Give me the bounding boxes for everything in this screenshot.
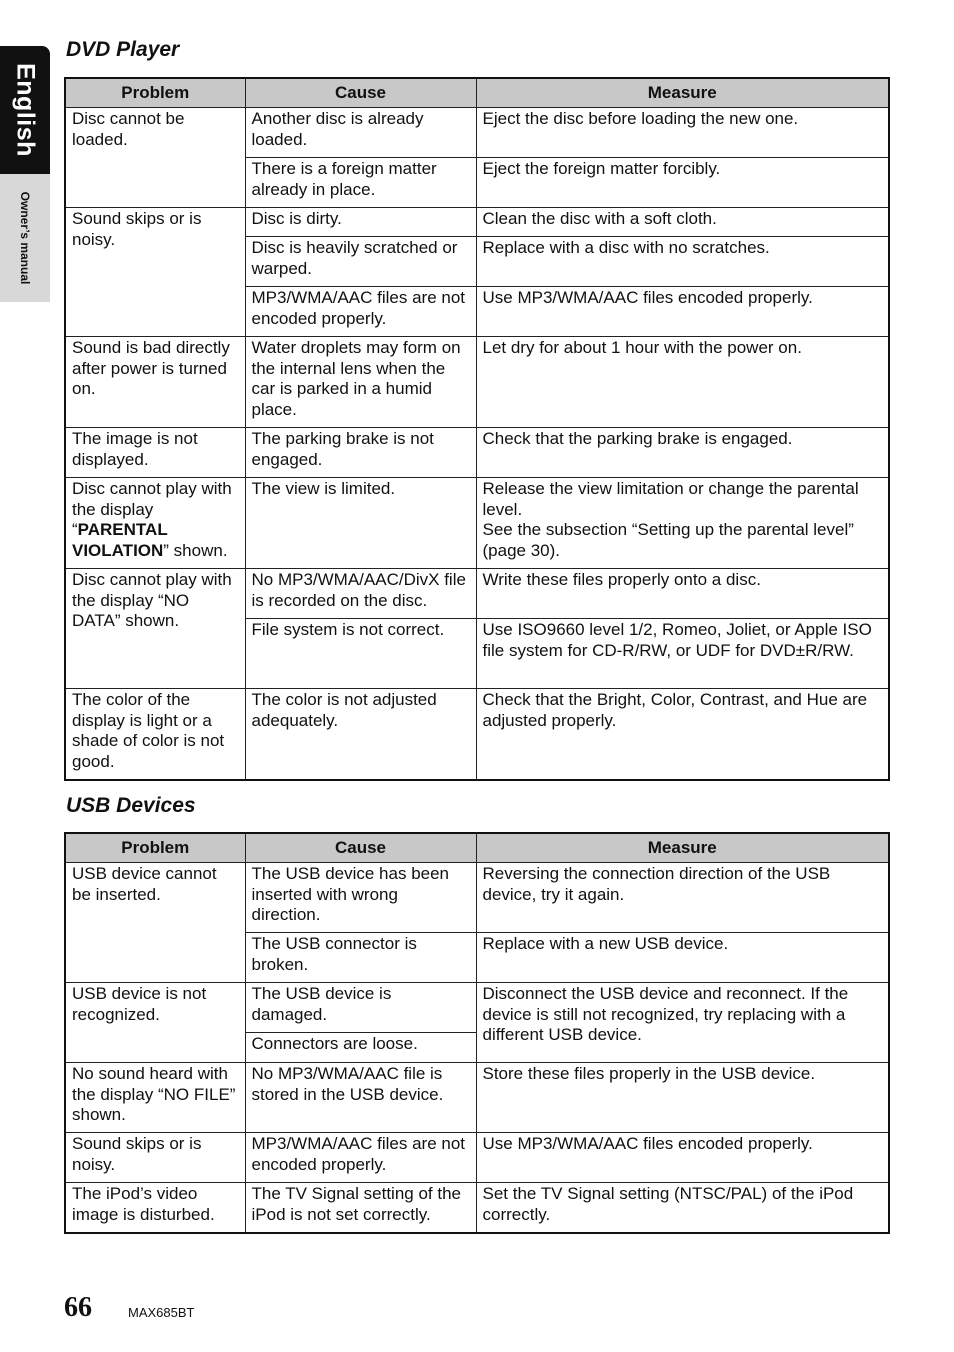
measure-cell: Check that the parking brake is engaged.: [476, 428, 889, 478]
cause-cell: MP3/WMA/AAC files are not encoded properly.: [245, 287, 476, 337]
measure-cell: Write these files properly onto a disc.: [476, 569, 889, 619]
column-header-problem: Problem: [65, 78, 245, 108]
usb-troubleshooting-table: [64, 832, 890, 1234]
measure-cell: Eject the disc before loading the new one.: [476, 108, 889, 158]
usb-section-title: USB Devices: [66, 794, 196, 817]
cause-cell: Connectors are loose.: [245, 1033, 476, 1063]
cause-cell: No MP3/WMA/AAC file is stored in the USB device.: [245, 1063, 476, 1133]
cause-cell: The USB device has been inserted with wrong direction.: [245, 863, 476, 933]
side-tab-manual-label: Owner’s manual: [18, 191, 32, 285]
measure-cell: Reversing the connection direction of the USB device, try it again.: [476, 863, 889, 933]
measure-cell: Let dry for about 1 hour with the power on.: [476, 337, 889, 428]
measure-text: Release the view limitation or change the parental level.: [482, 479, 859, 519]
measure-cell: Set the TV Signal setting (NTSC/PAL) of the iPod correctly.: [476, 1183, 889, 1233]
measure-cell: [476, 478, 889, 569]
cause-cell: Another disc is already loaded.: [245, 108, 476, 158]
table-row: [65, 208, 889, 237]
side-tab-language-label: English: [11, 63, 40, 157]
cause-cell: The USB connector is broken.: [245, 933, 476, 983]
measure-cell: Store these files properly in the USB device.: [476, 1063, 889, 1133]
dvd-section-title: DVD Player: [66, 38, 180, 61]
problem-cell: Sound skips or is noisy.: [65, 1133, 245, 1183]
problem-cell: Sound skips or is noisy.: [65, 208, 245, 337]
problem-display-message: PARENTAL VIOLATION: [72, 520, 168, 560]
problem-cell: USB device cannot be inserted.: [65, 863, 245, 983]
table-header-row: [65, 78, 889, 108]
problem-cell: [65, 478, 245, 569]
column-header-cause: Cause: [245, 833, 476, 863]
table-row: [65, 689, 889, 780]
table-row: [65, 569, 889, 619]
problem-cell: The color of the display is light or a shade of color is not good.: [65, 689, 245, 780]
cause-cell: File system is not correct.: [245, 619, 476, 689]
problem-cell: USB device is not recognized.: [65, 983, 245, 1063]
cause-cell: Water droplets may form on the internal lens when the car is parked in a humid place.: [245, 337, 476, 428]
cause-cell: The USB device is damaged.: [245, 983, 476, 1033]
cause-cell: The view is limited.: [245, 478, 476, 569]
table-row: [65, 1063, 889, 1133]
model-name: MAX685BT: [128, 1305, 195, 1320]
measure-cell: Eject the foreign matter forcibly.: [476, 158, 889, 208]
table-row: [65, 983, 889, 1033]
measure-cell: Use MP3/WMA/AAC files encoded properly.: [476, 1133, 889, 1183]
cause-cell: The color is not adjusted adequately.: [245, 689, 476, 780]
table-row: [65, 1133, 889, 1183]
column-header-problem: Problem: [65, 833, 245, 863]
problem-text: ” shown.: [163, 540, 228, 560]
cause-cell: MP3/WMA/AAC files are not encoded properly.: [245, 1133, 476, 1183]
cause-cell: The parking brake is not engaged.: [245, 428, 476, 478]
column-header-measure: Measure: [476, 78, 889, 108]
cause-cell: Disc is dirty.: [245, 208, 476, 237]
column-header-cause: Cause: [245, 78, 476, 108]
column-header-measure: Measure: [476, 833, 889, 863]
problem-cell: Sound is bad directly after power is turned on.: [65, 337, 245, 428]
table-row: [65, 1183, 889, 1233]
measure-cell: Check that the Bright, Color, Contrast, and Hue are adjusted properly.: [476, 689, 889, 780]
problem-cell: The iPod’s video image is disturbed.: [65, 1183, 245, 1233]
table-row: [65, 478, 889, 569]
cause-cell: There is a foreign matter already in place.: [245, 158, 476, 208]
table-row: [65, 428, 889, 478]
dvd-troubleshooting-table: [64, 77, 890, 781]
table-row: [65, 108, 889, 158]
page-number: 66: [64, 1292, 92, 1323]
cause-cell: No MP3/WMA/AAC/DivX file is recorded on the disc.: [245, 569, 476, 619]
measure-cell: Use ISO9660 level 1/2, Romeo, Joliet, or Apple ISO file system for CD-R/RW, or UDF for DVD±R/RW.: [476, 619, 889, 689]
measure-cell: Disconnect the USB device and reconnect. If the device is still not recognized, try replacing with a different USB device.: [476, 983, 889, 1063]
cause-cell: Disc is heavily scratched or warped.: [245, 237, 476, 287]
table-row: [65, 863, 889, 933]
measure-text: See the subsection “Setting up the parental level” (page 30).: [482, 520, 854, 560]
problem-cell: Disc cannot play with the display “NO DATA” shown.: [65, 569, 245, 689]
table-header-row: [65, 833, 889, 863]
measure-cell: Replace with a disc with no scratches.: [476, 237, 889, 287]
problem-cell: No sound heard with the display “NO FILE” shown.: [65, 1063, 245, 1133]
table-row: [65, 337, 889, 428]
problem-text: Disc cannot play with the display “: [72, 479, 232, 539]
measure-cell: Replace with a new USB device.: [476, 933, 889, 983]
problem-cell: The image is not displayed.: [65, 428, 245, 478]
measure-cell: Use MP3/WMA/AAC files encoded properly.: [476, 287, 889, 337]
problem-cell: Disc cannot be loaded.: [65, 108, 245, 208]
cause-cell: The TV Signal setting of the iPod is not set correctly.: [245, 1183, 476, 1233]
measure-cell: Clean the disc with a soft cloth.: [476, 208, 889, 237]
